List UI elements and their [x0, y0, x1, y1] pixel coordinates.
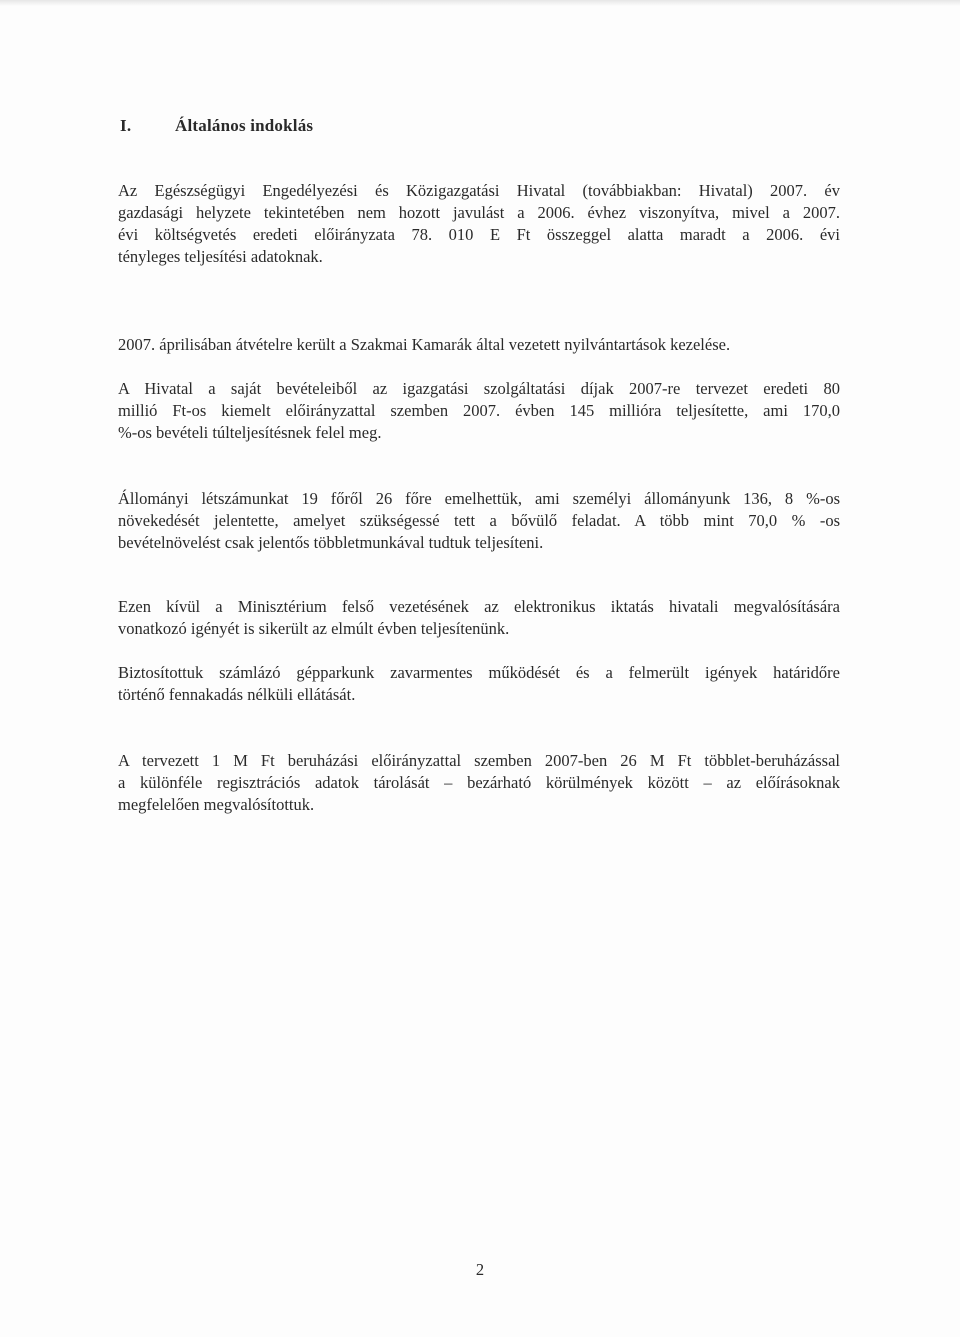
scan-edge [0, 0, 960, 6]
paragraph-line: évi költségvetés eredeti előirányzata 78. 010 E Ft összeggel alatta maradt a 2006. évi [118, 225, 840, 244]
paragraph-line: történő fennakadás nélküli ellátását. [118, 685, 356, 704]
paragraph-line: gazdasági helyzete tekintetében nem hozott javulást a 2006. évhez viszonyítva, mivel a 2007. [118, 203, 840, 222]
section-heading [120, 116, 313, 136]
paragraph-line: %-os bevételi túlteljesítésnek felel meg. [118, 423, 382, 442]
paragraph-line: Biztosítottuk számlázó gépparkunk zavarmentes működését és a felmerült igények határidőre [118, 663, 840, 682]
section-number: I. [120, 116, 132, 135]
paragraph-5 [118, 596, 840, 640]
paragraph-7 [118, 750, 840, 816]
paragraph-6 [118, 662, 840, 706]
paragraph-line: A tervezett 1 M Ft beruházási előirányzattal szemben 2007-ben 26 M Ft többlet-beruházással [118, 751, 840, 770]
paragraph-1 [118, 180, 840, 268]
paragraph-line: Ezen kívül a Minisztérium felső vezetésének az elektronikus iktatás hivatali megvalósítására [118, 597, 840, 616]
paragraph-line: a különféle regisztrációs adatok tárolását – bezárható körülmények között – az előírásoknak [118, 773, 840, 792]
paragraph-line: vonatkozó igényét is sikerült az elmúlt évben teljesítenünk. [118, 619, 510, 638]
paragraph-4 [118, 488, 840, 554]
paragraph-line: tényleges teljesítési adatoknak. [118, 247, 323, 266]
paragraph-line: Állományi létszámunkat 19 főről 26 főre emelhettük, ami személyi állományunk 136, 8 %-os [118, 489, 840, 508]
paragraph-line: növekedését jelentette, amelyet szükségessé tett a bővülő feladat. A több mint 70,0 % -os [118, 511, 840, 530]
paragraph-line: 2007. áprilisában átvételre került a Szakmai Kamarák által vezetett nyilvántartások kezelése. [118, 335, 731, 354]
paragraph-line: bevételnövelést csak jelentős többletmunkával tudtuk teljesíteni. [118, 533, 544, 552]
paragraph-line: A Hivatal a saját bevételeiből az igazgatási szolgáltatási díjak 2007-re tervezet eredeti 80 [118, 379, 840, 398]
paragraph-line: Az Egészségügyi Engedélyezési és Közigazgatási Hivatal (továbbiakban: Hivatal) 2007. év [118, 181, 840, 200]
paragraph-3 [118, 378, 840, 444]
paragraph-line: megfelelően megvalósítottuk. [118, 795, 315, 814]
section-title: Általános indoklás [175, 116, 314, 135]
paragraph-2 [118, 334, 840, 356]
page-number: 2 [475, 1260, 485, 1279]
paragraph-line: millió Ft-os kiemelt előirányzattal szemben 2007. évben 145 millióra teljesítette, ami 170,0 [118, 401, 840, 420]
